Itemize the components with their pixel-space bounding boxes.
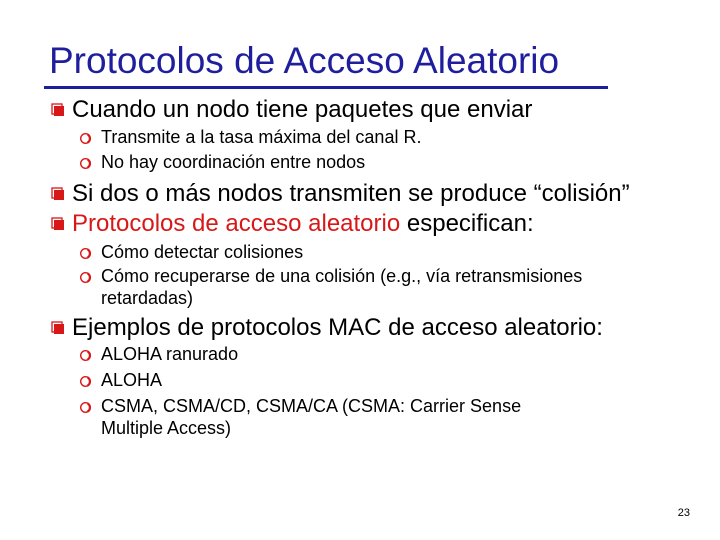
sub-bullet-text: ALOHA xyxy=(101,370,163,390)
bullet-text: Cuando un nodo tiene paquetes que enviar xyxy=(72,96,533,123)
sub-bullet-text: Transmite a la tasa máxima del canal R. xyxy=(101,127,422,147)
title-underline xyxy=(44,86,608,89)
sub-bullet-text: No hay coordinación entre nodos xyxy=(101,152,366,172)
sub-bullet-text: Cómo detectar colisiones xyxy=(101,242,304,262)
square-bullet-icon xyxy=(51,217,64,230)
bullet-text xyxy=(72,210,534,237)
sub-bullet-text: Cómo recuperarse de una colisión (e.g., vía retransmisiones xyxy=(101,266,583,286)
page-number: 23 xyxy=(677,507,690,519)
circle-bullet-icon xyxy=(79,271,92,284)
sub-bullet-text: Multiple Access) xyxy=(101,418,232,438)
circle-bullet-icon xyxy=(79,132,92,145)
slide-title: Protocolos de Acceso Aleatorio xyxy=(49,40,560,81)
highlighted-term: Protocolos de acceso aleatorio xyxy=(72,210,401,237)
square-bullet-icon xyxy=(51,103,64,116)
circle-bullet-icon xyxy=(79,375,92,388)
square-bullet-icon xyxy=(51,187,64,200)
circle-bullet-icon xyxy=(79,401,92,414)
circle-bullet-icon xyxy=(79,157,92,170)
bullet-text: Si dos o más nodos transmiten se produce “colisión” xyxy=(72,180,630,207)
circle-bullet-icon xyxy=(79,247,92,260)
sub-bullet-text: ALOHA ranurado xyxy=(101,344,239,364)
bullet-text-rest: especifican: xyxy=(400,210,534,237)
sub-bullet-text: CSMA, CSMA/CD, CSMA/CA (CSMA: Carrier Sense xyxy=(101,396,522,416)
sub-bullet-text: retardadas) xyxy=(101,288,194,308)
square-bullet-icon xyxy=(51,321,64,334)
bullet-text: Ejemplos de protocolos MAC de acceso aleatorio: xyxy=(72,314,603,341)
circle-bullet-icon xyxy=(79,349,92,362)
